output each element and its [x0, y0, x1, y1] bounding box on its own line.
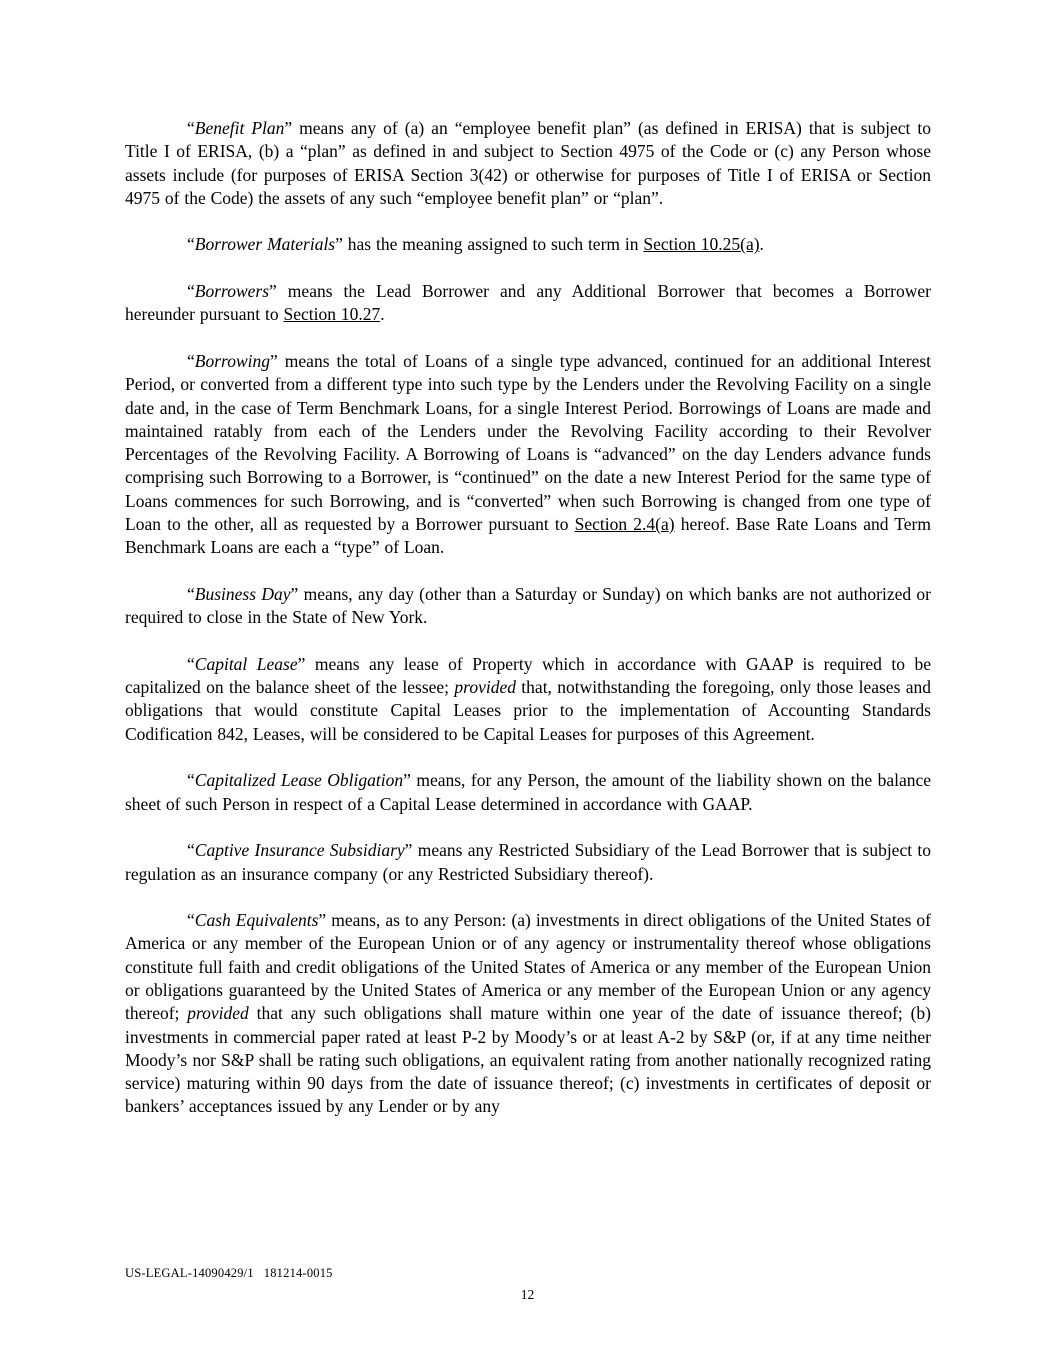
text-run: .	[759, 234, 764, 255]
paragraph	[125, 909, 931, 1119]
paragraph	[125, 839, 931, 886]
text-run: “	[187, 910, 195, 931]
text-run: “	[187, 350, 195, 371]
section-reference: Section 2.4(a)	[574, 514, 675, 535]
defined-term: Capitalized Lease Obligation	[194, 770, 404, 791]
defined-term: Borrowers	[194, 281, 270, 302]
section-reference: Section 10.27	[283, 304, 381, 325]
text-run: ” means the total of Loans of a single type advanced, continued for an additional Interest Period, or converted from a different type into such type by the Lenders under the Revolving Facility on a single date and, in the case of Term Benchmark Loans, for a single Interest Period. Borrowings of Loans are made and maintained ratably from each of the Lenders under the Revolving Facility according to their Revolver Percentages of the Revolving Facility. A Borrowing of Loans is “advanced” on the day Lenders advance funds comprising such Borrowing to a Borrower, is “continued” on the date a new Interest Period for the same type of Loans commences for such Borrowing, and is “converted” when such Borrowing is changed from one type of Loan to the other, all as requested by a Borrower pursuant to	[125, 350, 931, 535]
text-run: ” means any Restricted Subsidiary of the Lead Borrower that is subject to regulation as an insurance company (or any Restricted Subsidiary thereof).	[125, 840, 931, 884]
text-run: that any such obligations shall mature within one year of the date of issuance thereof; (b) investments in commercial paper rated at least P-2 by Moody’s or at least A-2 by S&P (or, if at any time neither Moody’s nor S&P shall be rating such obligations, an equivalent rating from another nationally recognized rating service) maturing within 90 days from the date of issuance thereof; (c) investments in certificates of deposit or bankers’ acceptances issued by any Lender or by any	[125, 1003, 931, 1117]
defined-term: provided	[187, 1003, 249, 1024]
defined-term: Business Day	[194, 583, 291, 604]
text-run: ” means, any day (other than a Saturday or Sunday) on which banks are not authorized or required to close in the State of New York.	[125, 583, 932, 628]
text-run: hereof. Base Rate Loans and Term Benchmark Loans are each a “type” of Loan.	[125, 514, 931, 558]
defined-term: Capital Lease	[194, 653, 298, 674]
text-run: “	[187, 281, 195, 302]
paragraph	[125, 350, 931, 560]
paragraph	[125, 653, 931, 746]
text-run: “	[187, 234, 195, 255]
paragraph	[125, 233, 931, 256]
text-run: “	[187, 770, 195, 791]
text-run: “	[187, 583, 195, 604]
text-run: ” means, for any Person, the amount of the liability shown on the balance sheet of such Person in respect of a Capital Lease determined in accordance with GAAP.	[125, 770, 931, 814]
text-run: .	[380, 304, 385, 325]
text-run: “	[187, 653, 195, 674]
text-run: ” means any of (a) an “employee benefit plan” (as defined in ERISA) that is subject to Title I of ERISA, (b) a “plan” as defined in and subject to Section 4975 of the Code or (c) any Person whose assets include (for purposes of ERISA Section 3(42) or otherwise for purposes of Title I of ERISA or Section 4975 of the Code) the assets of any such “employee benefit plan” or “plan”.	[125, 118, 931, 208]
paragraph	[125, 583, 931, 630]
document-control-number: US-LEGAL-14090429/1 181214-0015	[125, 1266, 333, 1280]
text-run: ” has the meaning assigned to such term in	[335, 234, 644, 255]
defined-term: Captive Insurance Subsidiary	[194, 840, 405, 861]
text-run: that, notwithstanding the foregoing, only those leases and obligations that would constitute Capital Leases prior to the implementation of Accounting Standards Codification 842, Leases, will be considered to be Capital Leases for purposes of this Agreement.	[125, 677, 931, 744]
page-number: 12	[520, 1287, 535, 1302]
defined-term: Borrower Materials	[194, 234, 336, 255]
paragraph	[125, 769, 931, 816]
text-run: ” means the Lead Borrower and any Additional Borrower that becomes a Borrower hereunder pursuant to	[125, 281, 931, 325]
paragraph	[125, 280, 931, 327]
defined-term: Cash Equivalents	[194, 910, 319, 931]
text-run: ” means, as to any Person: (a) investments in direct obligations of the United States of America or any member of the European Union or of any agency or instrumentality thereof whose obligations constitute full faith and credit obligations of the United States of America or any member of the European Union or obligations guaranteed by the United States of America or any member of the European Union or any agency thereof;	[125, 910, 931, 1024]
text-run: ” means any lease of Property which in accordance with GAAP is required to be capitalized on the balance sheet of the lessee;	[125, 653, 931, 698]
defined-term: provided	[454, 677, 516, 698]
section-reference: Section 10.25(a)	[643, 234, 760, 255]
document-body	[125, 117, 931, 1119]
defined-term: Borrowing	[194, 350, 270, 371]
text-run: “	[187, 118, 195, 138]
defined-term: Benefit Plan	[194, 118, 285, 138]
paragraph	[125, 117, 931, 210]
text-run: “	[187, 840, 195, 861]
